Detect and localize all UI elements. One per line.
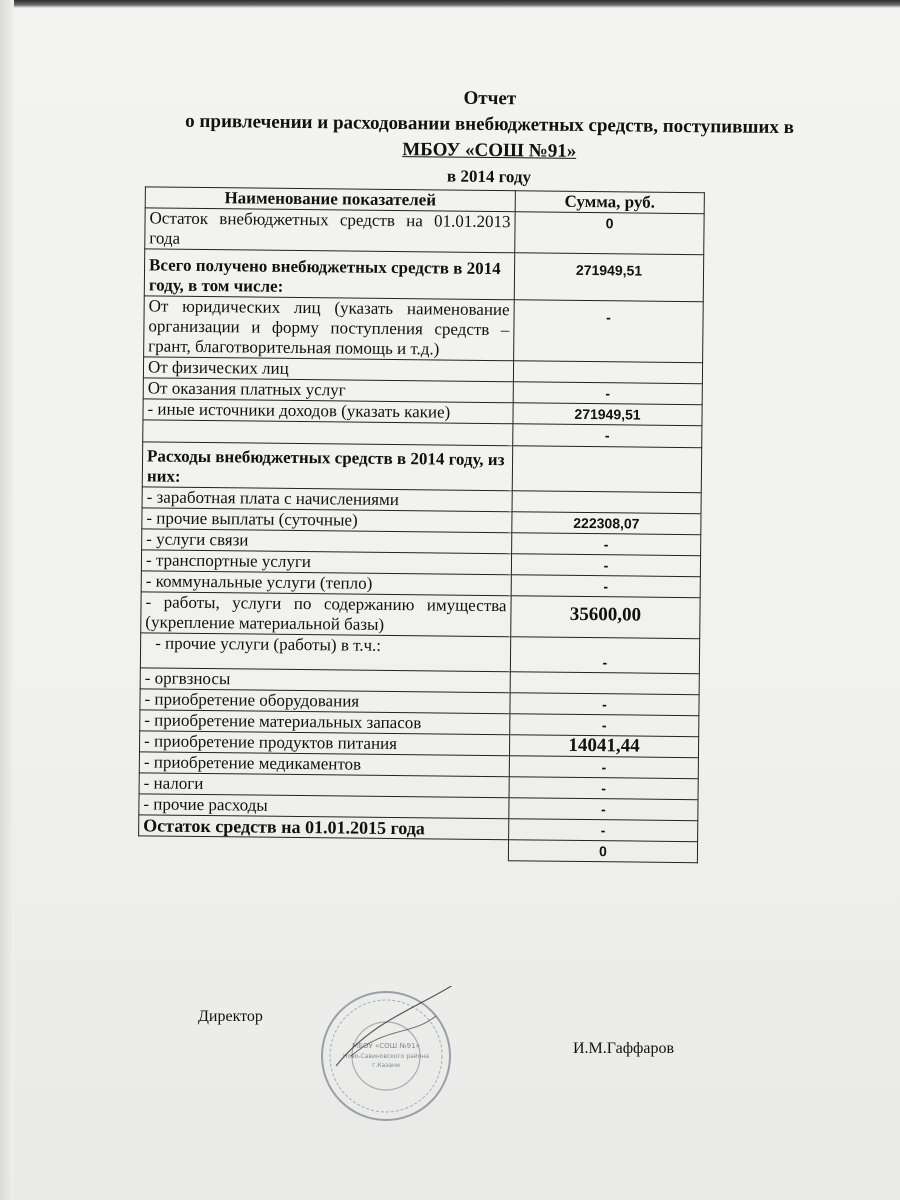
row-name: - прочие расходы	[139, 794, 509, 819]
director-name: И.М.Гаффаров	[573, 1040, 675, 1057]
row-name: - приобретение материальных запасов	[140, 710, 510, 735]
table-row	[145, 208, 704, 255]
report-title	[109, 82, 870, 194]
row-sum: -	[510, 637, 699, 674]
paper-edge	[0, 0, 14, 1200]
row-name: Расходы внебюджетных средств в 2014 году, из них:	[142, 442, 512, 491]
row-name: - коммунальные услуги (тепло)	[141, 571, 511, 596]
row-name	[138, 836, 508, 861]
row-name: - прочие выплаты (суточные)	[142, 508, 512, 533]
row-sum: -	[509, 756, 698, 779]
row-name: - приобретение медикаментов	[139, 752, 509, 777]
header-sum: Сумма, руб.	[515, 191, 704, 214]
row-name: - приобретение продуктов питания	[139, 731, 509, 756]
row-name: - заработная плата с начислениями	[142, 487, 512, 512]
row-name: От юридических лиц (указать наименование организации и форму поступления средств – грант, благотворительная помощь и т.д.)	[144, 296, 515, 361]
row-sum: -	[514, 300, 704, 363]
row-name: От оказания платных услуг	[143, 378, 513, 403]
header-name: Наименование показателей	[145, 187, 515, 212]
row-sum: -	[509, 819, 698, 842]
title-line-1: Отчет	[463, 87, 517, 110]
table-row	[140, 633, 699, 674]
row-name: От физических лиц	[143, 357, 513, 382]
row-sum: 0	[508, 840, 697, 863]
row-name: - транспортные услуги	[141, 550, 511, 575]
table-row	[144, 249, 703, 302]
row-name: - иные источники доходов (указать какие)	[143, 399, 513, 424]
title-line-4: в 2014 году	[446, 166, 532, 187]
row-name: - приобретение оборудования	[140, 689, 510, 714]
row-sum: 14041,44	[509, 735, 698, 758]
row-name: Всего получено внебюджетных средств в 2014 году, в том числе:	[144, 249, 514, 300]
row-name: - услуги связи	[142, 529, 512, 554]
svg-text:МБОУ «СОШ №91»: МБОУ «СОШ №91»	[352, 1042, 420, 1050]
row-sum: -	[510, 714, 699, 737]
row-sum: 0	[515, 212, 704, 255]
row-sum: -	[513, 382, 702, 405]
row-name: - оргвзносы	[140, 668, 510, 693]
table-row	[138, 836, 697, 863]
row-sum: -	[511, 575, 700, 598]
stamp-seal	[316, 986, 456, 1126]
row-sum	[512, 446, 701, 493]
row-sum: 271949,51	[513, 403, 702, 426]
table-row	[144, 296, 704, 363]
row-sum: -	[510, 693, 699, 716]
row-sum: 35600,00	[511, 596, 700, 639]
row-sum: -	[511, 554, 700, 577]
row-sum: -	[513, 424, 702, 448]
row-name: - прочие услуги (работы) в т.ч.:	[140, 633, 510, 672]
row-sum: -	[509, 777, 698, 800]
row-name: Остаток средств на 01.01.2015 года	[139, 815, 509, 840]
title-line-2: о привлечении и расходовании внебюджетных средств, поступивших в	[185, 110, 795, 139]
row-sum	[513, 361, 702, 384]
table-row	[141, 592, 700, 639]
report-table	[138, 186, 705, 863]
title-line-3: МБОУ «СОШ №91»	[402, 139, 577, 162]
row-sum: -	[509, 798, 698, 821]
row-sum: 222308,07	[512, 512, 701, 535]
svg-text:Ново-Савиновского района: Ново-Савиновского района	[343, 1053, 429, 1060]
director-label: Директор	[198, 1008, 263, 1025]
signature-block	[198, 1008, 758, 1128]
report-document	[102, 82, 870, 865]
row-sum	[510, 672, 699, 695]
row-name: - налоги	[139, 773, 509, 798]
top-shadow	[0, 0, 900, 8]
table-row	[142, 442, 701, 493]
row-name: - работы, услуги по содержанию имущества (укрепление материальной базы)	[141, 592, 511, 637]
row-sum	[512, 491, 701, 514]
svg-text:г.Казани: г.Казани	[372, 1062, 400, 1069]
row-sum: -	[512, 533, 701, 556]
row-sum: 271949,51	[514, 253, 703, 302]
row-name: Остаток внебюджетных средств на 01.01.2013 года	[145, 208, 515, 253]
